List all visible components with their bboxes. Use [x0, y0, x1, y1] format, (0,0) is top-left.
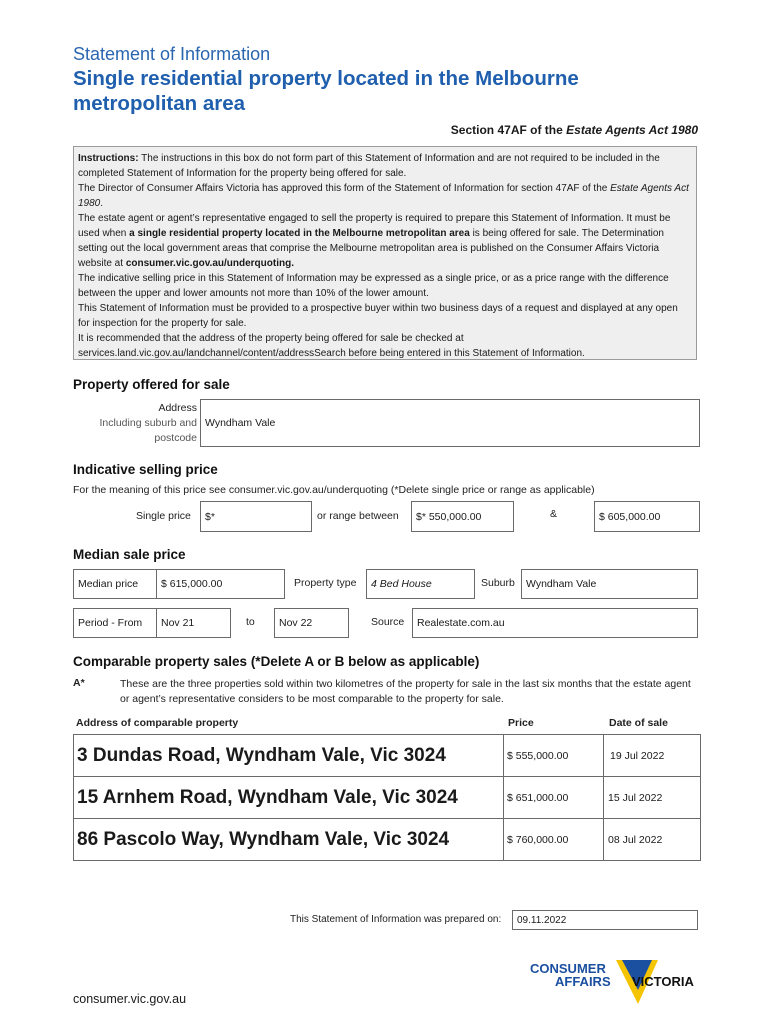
suburb-field[interactable]: Wyndham Vale	[521, 569, 698, 599]
indicative-heading: Indicative selling price	[73, 462, 218, 477]
consumer-affairs-victoria-logo: CONSUMER AFFAIRS VICTORIA	[528, 960, 703, 1006]
comparable-date[interactable]: 15 Jul 2022	[604, 777, 701, 819]
range-high-field[interactable]: $ 605,000.00	[594, 501, 700, 532]
comparable-date[interactable]: 19 Jul 2022	[604, 735, 701, 777]
source-field[interactable]: Realestate.com.au	[412, 608, 698, 638]
address-field[interactable]: Wyndham Vale	[200, 399, 700, 447]
instructions-box: Instructions: The instructions in this box do not form part of this Statement of Information and are not required to be included in the completed Statement of Information for the property being offered for sale. The Director of Consumer Affairs Victoria has approved this form of the Statement of Information for section 47AF of the Estate Agents Act 1980. The estate agent or agent’s representative engaged to sell the property is required to prepare this Statement of Information. It must be used when a single residential property located in the Melbourne metropolitan area is being offered for sale. The Determination setting out the local government areas that comprise the Melbourne metropolitan area is published on the Consumer Affairs Victoria website at consumer.vic.gov.au/underquoting. The indicative selling price in this Statement of Information may be expressed as a single price, or as a price range with the difference between the upper and lower amounts not more than 10% of the lower amount. This Statement of Information must be provided to a prospective buyer within two business days of a request and displayed at any open for inspection for the property for sale. It is recommended that the address of the property being offered for sale be checked at services.land.vic.gov.au/landchannel/content/addressSearch before being entered in this Statement of Information.	[73, 146, 697, 360]
period-from-field[interactable]: Nov 21	[156, 608, 231, 638]
comparable-price[interactable]: $ 760,000.00	[504, 819, 604, 861]
comparable-heading: Comparable property sales (*Delete A or B below as applicable)	[73, 654, 480, 669]
median-price-label: Median price	[73, 569, 157, 599]
median-price-field[interactable]: $ 615,000.00	[156, 569, 285, 599]
median-heading: Median sale price	[73, 547, 186, 562]
range-label: or range between	[317, 510, 399, 522]
comparable-price[interactable]: $ 555,000.00	[504, 735, 604, 777]
table-row	[74, 777, 701, 819]
period-to-field[interactable]: Nov 22	[274, 608, 349, 638]
single-price-label: Single price	[136, 510, 191, 522]
col-price-header: Price	[508, 717, 534, 729]
form-subtitle: Statement of Information	[73, 44, 271, 64]
property-heading: Property offered for sale	[73, 377, 230, 392]
comparable-address[interactable]: 86 Pascolo Way, Wyndham Vale, Vic 3024	[74, 819, 504, 861]
prepared-date-field[interactable]: 09.11.2022	[512, 910, 698, 930]
single-price-field[interactable]: $*	[200, 501, 312, 532]
option-a-marker: A*	[73, 677, 85, 689]
page-title: Single residential property located in the Melbourne metropolitan area	[73, 67, 579, 115]
comparable-address[interactable]: 3 Dundas Road, Wyndham Vale, Vic 3024	[74, 735, 504, 777]
suburb-label: Suburb	[481, 577, 515, 589]
comparable-date[interactable]: 08 Jul 2022	[604, 819, 701, 861]
comparable-price[interactable]: $ 651,000.00	[504, 777, 604, 819]
range-ampersand: &	[550, 508, 558, 520]
address-label: Address Including suburb and postcode	[99, 402, 197, 444]
table-row	[74, 735, 701, 777]
period-to-label: to	[246, 616, 255, 628]
indicative-note: For the meaning of this price see consumer.vic.gov.au/underquoting (*Delete single price or range as applicable)	[73, 484, 595, 496]
col-date-header: Date of sale	[609, 717, 668, 729]
section-reference: Section 47AF of the Estate Agents Act 1980	[450, 123, 698, 137]
col-address-header: Address of comparable property	[76, 717, 239, 729]
period-from-label: Period - From	[73, 608, 157, 638]
property-type-label: Property type	[294, 577, 357, 589]
property-type-field[interactable]: 4 Bed House	[366, 569, 475, 599]
range-low-field[interactable]: $* 550,000.00	[411, 501, 514, 532]
source-label: Source	[371, 616, 405, 628]
comparable-address[interactable]: 15 Arnhem Road, Wyndham Vale, Vic 3024	[74, 777, 504, 819]
comparable-note: These are the three properties sold within two kilometres of the property for sale in the last six months that the estate agent or agent’s representative considers to be most comparable to the property for sale.	[120, 678, 691, 705]
prepared-label: This Statement of Information was prepared on:	[290, 914, 502, 925]
comparable-table	[73, 734, 701, 861]
table-row	[74, 819, 701, 861]
footer-url[interactable]: consumer.vic.gov.au	[73, 992, 187, 1006]
